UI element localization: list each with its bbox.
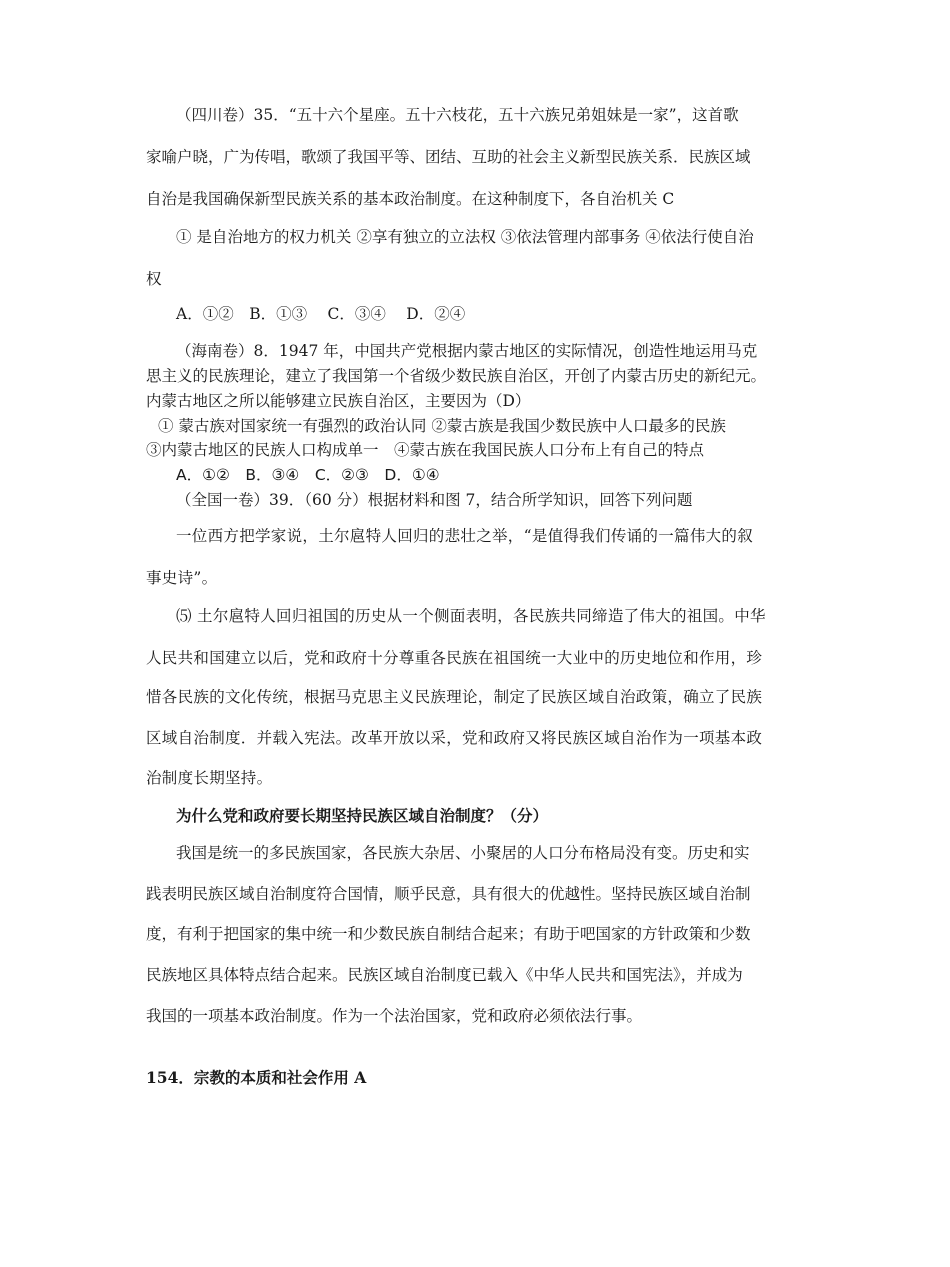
q1-line-4: ① 是自治地方的权力机关 ②享有独立的立法权 ③依法管理内部事务 ④依法行使自治 — [176, 228, 754, 246]
q1-options: A．①② B．①③ C．③④ D．②④ — [176, 305, 466, 323]
q2-line-3: 内蒙古地区之所以能够建立民族自治区，主要因为（D） — [146, 392, 531, 410]
q2-line-2: 思主义的民族理论，建立了我国第一个省级少数民族自治区，开创了内蒙古历史的新纪元。 — [146, 367, 767, 385]
section-heading: 154．宗教的本质和社会作用 A — [146, 1068, 367, 1087]
q3-answer-line-2: 践表明民族区域自治制度符合国情，顺乎民意，具有很大的优越性。坚持民族区域自治制 — [146, 885, 751, 903]
q3-question: 为什么党和政府要长期坚持民族区域自治制度？（分） — [176, 806, 549, 825]
q3-material-line-4: 人民共和国建立以后，党和政府十分尊重各民族在祖国统一大业中的历史地位和作用，珍 — [146, 649, 763, 667]
q3-material-line-5: 惜各民族的文化传统，根据马克思主义民族理论，制定了民族区域自治政策，确立了民族 — [146, 688, 763, 706]
q2-options: A．①② B．③④ C．②③ D．①④ — [176, 466, 440, 484]
q3-answer-line-3: 度，有利于把国家的集中统一和少数民族自制结合起来；有助于吧国家的方针政策和少数 — [146, 925, 751, 943]
q3-material-line-3: ⑸ 土尔扈特人回归祖国的历史从一个侧面表明，各民族共同缔造了伟大的祖国。中华 — [176, 607, 766, 625]
q1-line-3: 自治是我国确保新型民族关系的基本政治制度。在这种制度下，各自治机关 C — [146, 190, 675, 208]
q3-material-line-1: 一位西方把学家说，土尔扈特人回归的悲壮之举，“是值得我们传诵的一篇伟大的叙 — [176, 527, 754, 545]
q1-line-5: 权 — [146, 270, 162, 288]
q3-header: （全国一卷）39．（60 分）根据材料和图 7，结合所学知识，回答下列问题 — [176, 491, 693, 509]
q3-answer-line-4: 民族地区具体特点结合起来。民族区域自治制度已载入《中华人民共和国宪法》，并成为 — [146, 966, 743, 984]
q2-line-5: ③内蒙古地区的民族人口构成单一 ④蒙古族在我国民族人口分布上有自己的特点 — [146, 441, 705, 459]
q3-material-line-7: 治制度长期坚持。 — [146, 769, 273, 787]
q3-material-line-6: 区域自治制度．并载入宪法。改革开放以采，党和政府又将民族区域自治作为一项基本政 — [146, 729, 763, 747]
q1-line-1: （四川卷）35．“五十六个星座。五十六枝花，五十六族兄弟姐妹是一家”，这首歌 — [176, 106, 739, 124]
q3-answer-line-1: 我国是统一的多民族国家，各民族大杂居、小聚居的人口分布格局没有变。历史和实 — [176, 844, 750, 862]
q3-answer-line-5: 我国的一项基本政治制度。作为一个法治国家，党和政府必须依法行事。 — [146, 1007, 643, 1025]
q3-material-line-2: 事史诗”。 — [146, 569, 218, 587]
q2-line-4: ① 蒙古族对国家统一有强烈的政治认同 ②蒙古族是我国少数民族中人口最多的民族 — [158, 417, 726, 435]
q1-line-2: 家喻户晓，广为传唱，歌颂了我国平等、团结、互助的社会主义新型民族关系．民族区域 — [146, 148, 751, 166]
q2-line-1: （海南卷）8．1947 年，中国共产党根据内蒙古地区的实际情况，创造性地运用马克 — [176, 342, 758, 360]
